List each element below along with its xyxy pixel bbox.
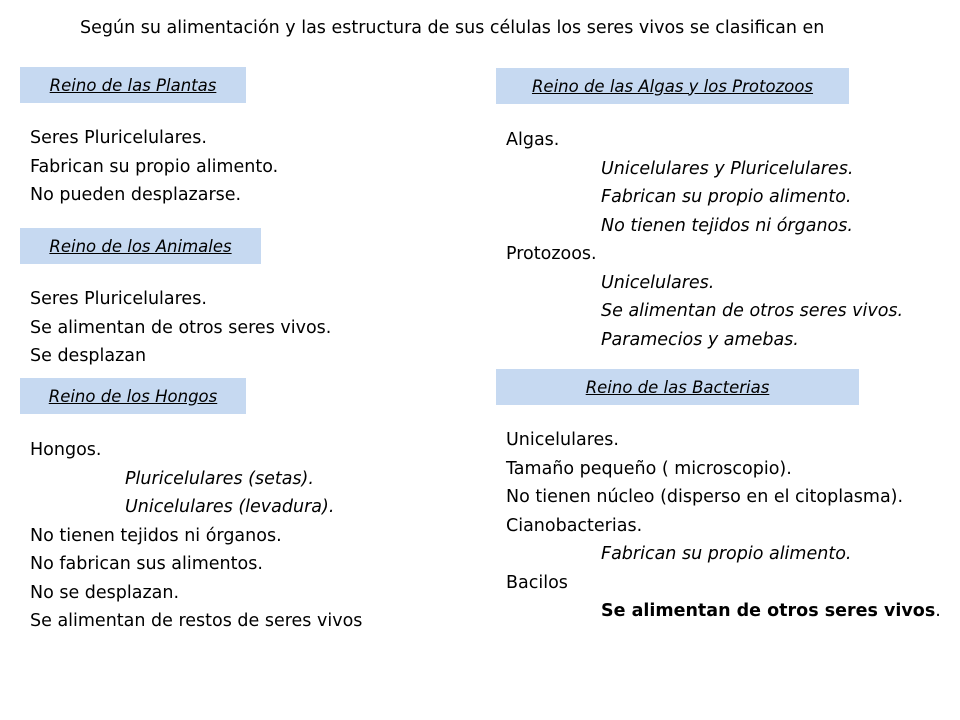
- algas-subline: Unicelulares y Pluricelulares.: [601, 158, 854, 179]
- header-reino-algas-protozoos: Reino de las Algas y los Protozoos: [496, 68, 849, 104]
- bacterias-line: Unicelulares.: [506, 430, 619, 450]
- protozoos-subline: Paramecios y amebas.: [601, 329, 799, 350]
- bacterias-period: .: [935, 601, 941, 621]
- header-reino-bacterias: Reino de las Bacterias: [496, 369, 859, 405]
- bacterias-description: [506, 426, 941, 626]
- hongos-line: Se alimentan de restos de seres vivos: [30, 611, 363, 631]
- bacterias-subline-bold: [506, 597, 941, 626]
- header-reino-plantas: Reino de las Plantas: [20, 67, 246, 103]
- page-title: Según su alimentación y las estructura de sus células los seres vivos se clasifican en: [80, 18, 825, 38]
- algas-subline: Fabrican su propio alimento.: [601, 187, 852, 207]
- algas-line: Algas.: [506, 130, 560, 150]
- bacterias-line: Cianobacterias.: [506, 515, 643, 536]
- bacterias-line: No tienen núcleo (disperso en el citoplasma).: [506, 487, 904, 507]
- bacterias-subline: Fabrican su propio alimento.: [601, 544, 852, 564]
- bacterias-line: Tamaño pequeño ( microscopio).: [506, 458, 792, 479]
- animales-line: Se desplazan: [30, 346, 147, 366]
- hongos-subline: Unicelulares (levadura).: [125, 497, 335, 517]
- plantas-line: Fabrican su propio alimento.: [30, 156, 279, 177]
- hongos-subline: Pluricelulares (setas).: [125, 468, 314, 489]
- hongos-description: [30, 436, 362, 636]
- bacterias-bold-text: Se alimentan de otros seres vivos: [601, 601, 936, 621]
- hongos-line: Hongos.: [30, 440, 102, 460]
- animales-line: Se alimentan de otros seres vivos.: [30, 317, 332, 338]
- algas-description: [506, 126, 903, 354]
- header-reino-animales: Reino de los Animales: [20, 228, 261, 264]
- animales-description: [30, 285, 331, 371]
- bacterias-line: Bacilos: [506, 572, 568, 593]
- protozoos-subline: Se alimentan de otros seres vivos.: [601, 301, 904, 321]
- header-reino-hongos: Reino de los Hongos: [20, 378, 246, 414]
- algas-subline: No tienen tejidos ni órganos.: [601, 215, 853, 236]
- plantas-line: Seres Pluricelulares.: [30, 128, 207, 148]
- hongos-line: No tienen tejidos ni órganos.: [30, 525, 282, 546]
- protozoos-line: Protozoos.: [506, 244, 597, 264]
- plantas-description: [30, 124, 278, 210]
- plantas-line: No pueden desplazarse.: [30, 185, 242, 205]
- hongos-line: No se desplazan.: [30, 582, 180, 603]
- hongos-line: No fabrican sus alimentos.: [30, 554, 263, 574]
- protozoos-subline: Unicelulares.: [601, 272, 715, 293]
- animales-line: Seres Pluricelulares.: [30, 289, 207, 309]
